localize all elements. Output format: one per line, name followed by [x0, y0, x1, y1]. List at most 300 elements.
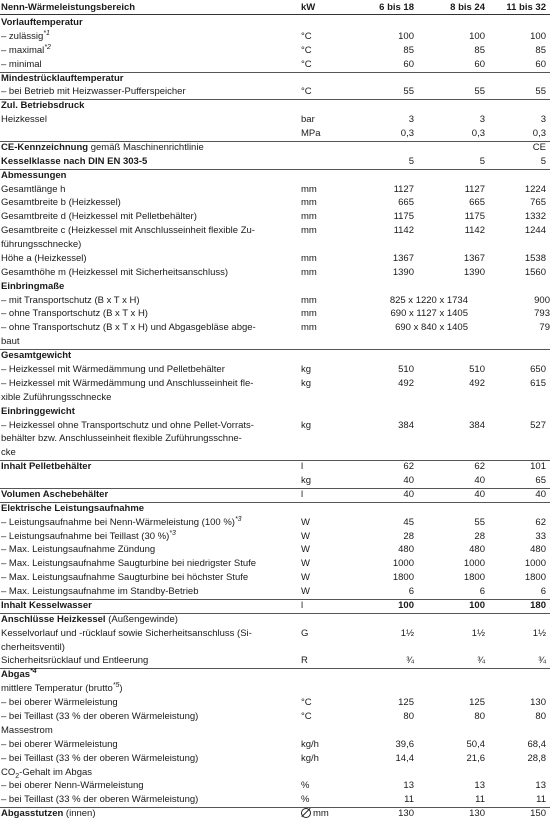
row-unit: [301, 184, 341, 195]
row-unit-text: mm: [301, 322, 317, 334]
row-unit: [301, 322, 341, 333]
cell-value: 100: [469, 30, 485, 42]
table-row: [0, 642, 550, 656]
cell-value: 80: [403, 711, 414, 722]
cell-value: 5: [479, 155, 485, 167]
header-label: Nenn-Wärmeleistungsbereich: [1, 2, 136, 13]
row-unit-text: °C: [301, 86, 312, 98]
cell-value: 480: [469, 544, 485, 556]
cell-value-merged: 825 x 1220 x 1734: [389, 294, 468, 306]
cell-value: 384: [469, 419, 485, 431]
row-unit-text: kg/h: [301, 752, 319, 764]
row-label-text: – maximal: [1, 44, 45, 56]
row-label: [1, 156, 299, 167]
table-row: [0, 156, 550, 170]
cell-value: 527: [530, 419, 546, 431]
cell-value: 55: [474, 86, 485, 98]
cell-value: 85: [474, 44, 485, 56]
row-unit-text: °C: [301, 58, 312, 70]
row-unit-text: mm: [301, 211, 317, 223]
cell-value: 0,3: [532, 128, 546, 140]
footnote-marker: *3: [234, 515, 242, 523]
row-label-text: – Max. Leistungsaufnahme Saugturbine bei höchster Stufe: [1, 572, 249, 584]
row-label: [1, 100, 299, 111]
diameter-icon: [301, 808, 311, 818]
row-label-sub: 2: [15, 772, 20, 780]
cell-value: 125: [469, 697, 485, 709]
cell-value-merged: 690 x 840 x 1405: [395, 322, 468, 334]
row-label-text: cherheitsventil): [1, 641, 65, 653]
cell-value: 14,4: [395, 752, 414, 764]
row-label-text: Sicherheitsrücklauf und Entleerung: [1, 655, 149, 667]
row-label-text: Volumen Aschebehälter: [1, 488, 109, 500]
cell-value: 3: [408, 114, 414, 126]
cell-value: 650: [530, 364, 546, 375]
cell-value: 1800: [392, 572, 414, 584]
row-label-text: Inhalt Pelletbehälter: [1, 461, 92, 473]
row-unit: [301, 197, 341, 208]
row-label-text: Inhalt Kesselwasser: [1, 599, 92, 611]
row-label: [1, 517, 299, 528]
row-unit-text: °C: [301, 44, 312, 56]
row-label-text: Höhe a (Heizkessel): [1, 252, 87, 264]
cell-value-right: 793: [534, 308, 550, 320]
row-unit-text: kg: [301, 377, 312, 389]
cell-value: 100: [398, 30, 414, 42]
row-label-text: cke: [1, 447, 16, 459]
row-label: [1, 614, 299, 625]
table-row: [0, 558, 550, 572]
cell-value-merged: CE: [532, 141, 546, 153]
cell-value: 130: [469, 808, 485, 820]
cell-value: 80: [474, 711, 485, 722]
cell-value: 3: [540, 114, 546, 126]
row-label: [1, 392, 299, 403]
table-row: [0, 683, 550, 697]
row-unit-text: °C: [301, 30, 312, 42]
row-unit: [301, 531, 341, 542]
table-row: [0, 100, 550, 114]
table-row: [0, 655, 550, 669]
table-row: [0, 239, 550, 253]
row-unit: [301, 267, 341, 278]
row-unit-text: kg: [301, 364, 312, 375]
cell-value: 40: [474, 488, 485, 500]
table-row: [0, 364, 550, 378]
row-label: [1, 628, 299, 639]
row-label: [1, 378, 299, 389]
table-row: [0, 669, 550, 683]
cell-value: 68,4: [527, 738, 546, 750]
row-unit: [301, 475, 341, 486]
row-label: [1, 711, 299, 722]
row-unit: [301, 86, 341, 97]
row-label-text: – Max. Leistungsaufnahme im Standby-Betrieb: [1, 586, 199, 598]
row-label-text: Gesamthöhe m (Heizkessel mit Sicherheitsanschluss): [1, 266, 229, 278]
cell-value: 1538: [524, 252, 546, 264]
row-unit: [301, 364, 341, 375]
row-label-text: führungsschnecke): [1, 239, 82, 251]
row-label: [1, 17, 299, 28]
row-unit: [301, 128, 341, 139]
row-label-text: – bei Teillast (33 % der oberen Wärmeleistung): [1, 711, 199, 722]
row-label-text: Gesamtlänge h: [1, 183, 66, 195]
row-label-text: – bei Betrieb mit Heizwasser-Pufferspeicher: [1, 86, 186, 98]
table-row: [0, 725, 550, 739]
row-unit: [301, 711, 341, 722]
row-label: [1, 558, 299, 569]
row-unit: [301, 225, 341, 236]
table-row: [0, 253, 550, 267]
row-unit-text: MPa: [301, 128, 321, 140]
row-label: [1, 336, 299, 347]
cell-value: 85: [535, 44, 546, 56]
header-col2: 8 bis 24: [450, 2, 485, 13]
cell-value: 60: [474, 58, 485, 70]
cell-value: 80: [535, 711, 546, 722]
row-label-text: – Leistungsaufnahme bei Teillast (30 %): [1, 530, 170, 542]
cell-value: 1224: [524, 183, 546, 195]
cell-value: 3: [479, 114, 485, 126]
cell-value: 55: [535, 86, 546, 98]
row-label: [1, 447, 299, 458]
row-unit-text: W: [301, 516, 310, 528]
row-label: [1, 697, 299, 708]
row-label-text: – bei Teillast (33 % der oberen Wärmeleistung): [1, 794, 199, 806]
cell-value: 1560: [524, 266, 546, 278]
cell-value: 11: [536, 794, 546, 806]
row-unit-text: G: [301, 627, 309, 639]
cell-value: 28: [403, 530, 414, 542]
row-label-text: Heizkessel: [1, 114, 47, 126]
row-unit: [301, 739, 341, 750]
row-label: [1, 655, 299, 666]
row-unit-text: kg: [301, 419, 312, 431]
row-unit-text: l: [301, 599, 304, 611]
table-row: [0, 628, 550, 642]
row-label: [1, 739, 299, 750]
row-unit-text: W: [301, 544, 310, 556]
row-label-text: behälter bzw. Anschlusseinheit flexible Zuführungsschne-: [1, 433, 242, 445]
cell-value: 1142: [464, 225, 485, 237]
cell-value: 150: [530, 808, 546, 820]
cell-value: 60: [403, 58, 414, 70]
row-label-text: xible Zuführungsschnecke: [1, 391, 112, 403]
cell-value: 480: [530, 544, 546, 556]
cell-value: 50,4: [466, 738, 485, 750]
table-row: [0, 517, 550, 531]
cell-value: 130: [530, 697, 546, 709]
row-label: [1, 86, 299, 97]
row-label: [1, 114, 299, 125]
row-label: [1, 170, 299, 181]
row-label-text: – bei oberer Wärmeleistung: [1, 697, 118, 709]
row-label-text: Einbringmaße: [1, 280, 65, 292]
cell-value: 40: [474, 475, 485, 487]
row-label-text: – Leistungsaufnahme bei Nenn-Wärmeleistung (100 %): [1, 516, 235, 528]
row-label: [1, 211, 299, 222]
row-label-head: Anschlüsse Heizkessel: [1, 613, 106, 625]
table-row: [0, 392, 550, 406]
cell-value: 1000: [524, 558, 546, 570]
row-label-tail: (innen): [63, 808, 96, 820]
row-unit-text: °C: [301, 697, 312, 709]
row-label-text: – Heizkessel mit Wärmedämmung und Pelletbehälter: [1, 364, 225, 375]
row-label-tail: gemäß Maschinenrichtlinie: [88, 141, 204, 153]
row-label-head: CE-Kennzeichnung: [1, 141, 89, 153]
row-unit: [301, 544, 341, 555]
cell-value: 40: [535, 488, 546, 500]
table-row: [0, 544, 550, 558]
row-unit-text: R: [301, 655, 308, 667]
cell-value: 65: [535, 475, 546, 487]
row-label: [1, 586, 299, 597]
cell-value: 100: [398, 599, 414, 611]
cell-value: 1390: [463, 266, 485, 278]
row-unit: [301, 45, 341, 56]
row-unit: [301, 558, 341, 569]
row-unit: [301, 808, 341, 819]
row-label-text: – mit Transportschutz (B x T x H): [1, 294, 140, 306]
row-label-end: ): [119, 683, 123, 695]
row-unit: [301, 114, 341, 125]
row-unit: [301, 308, 341, 319]
footnote-marker: *4: [30, 668, 37, 676]
row-label-text: – zulässig: [1, 30, 44, 42]
row-label: [1, 642, 299, 653]
row-label-text: Mindestrücklauftemperatur: [1, 72, 124, 84]
cell-value: 480: [398, 544, 414, 556]
footnote-marker: *3: [169, 529, 176, 537]
row-label: [1, 683, 299, 694]
cell-value: 1367: [463, 252, 485, 264]
row-label: [1, 600, 299, 611]
cell-value: 1½: [471, 627, 485, 639]
row-unit: [301, 572, 341, 583]
row-unit: [301, 655, 341, 666]
table-row: [0, 86, 550, 100]
cell-value: 6: [408, 586, 414, 598]
row-unit: [301, 753, 341, 764]
row-unit: [301, 517, 341, 528]
row-unit: [301, 461, 341, 472]
row-label-text: Gesamtbreite b (Heizkessel): [1, 197, 121, 209]
cell-value: 1½: [532, 627, 546, 639]
row-label-text: – Max. Leistungsaufnahme Zündung: [1, 544, 156, 556]
table-row: [0, 739, 550, 753]
row-unit: [301, 378, 341, 389]
cell-value: 62: [474, 461, 485, 473]
cell-value: 1000: [463, 558, 485, 570]
cell-value: 180: [530, 599, 546, 611]
table-row: [0, 114, 550, 128]
row-label: [1, 253, 299, 264]
header-col1: 6 bis 18: [379, 2, 414, 13]
table-row: [0, 447, 550, 461]
row-unit: [301, 253, 341, 264]
row-unit-text: W: [301, 586, 310, 598]
row-label: [1, 725, 299, 736]
cell-value: 510: [398, 364, 414, 375]
table-row: [0, 281, 550, 295]
table-row: [0, 475, 550, 489]
header-col3: 11 bis 32: [506, 2, 546, 13]
cell-value: 665: [469, 197, 485, 209]
cell-value: ¾: [477, 655, 485, 667]
row-label: [1, 433, 299, 444]
table-row: [0, 225, 550, 239]
row-unit: [301, 794, 341, 805]
cell-value: 1175: [464, 211, 485, 223]
table-row: [0, 461, 550, 475]
row-label: [1, 281, 299, 292]
row-label-text: – bei Teillast (33 % der oberen Wärmeleistung): [1, 752, 199, 764]
cell-value: 45: [403, 516, 414, 528]
table-row: [0, 378, 550, 392]
row-label-tail: (Außengewinde): [105, 613, 178, 625]
table-header: [0, 2, 550, 15]
row-label-text: Kesselklasse nach DIN EN 303-5: [1, 155, 148, 167]
row-label: [1, 59, 299, 70]
row-label-text: – Max. Leistungsaufnahme Saugturbine bei niedrigster Stufe: [1, 558, 257, 570]
table-row: [0, 295, 550, 309]
row-label: [1, 239, 299, 250]
table-row: [0, 45, 550, 59]
row-label-text: Zul. Betriebsdruck: [1, 100, 85, 112]
cell-value: 125: [398, 697, 414, 709]
row-label-text: – minimal: [1, 58, 42, 70]
cell-value: 40: [403, 475, 414, 487]
table-row: [0, 59, 550, 73]
cell-value: 39,6: [395, 738, 414, 750]
row-label: [1, 406, 299, 417]
row-label-text: Gesamtgewicht: [1, 350, 72, 362]
cell-value-right: 79: [539, 322, 550, 334]
row-unit-text: mm: [301, 225, 317, 237]
row-label-text: Gesamtbreite c (Heizkessel mit Anschlusseinheit flexible Zu-: [1, 225, 255, 237]
header-unit: kW: [301, 2, 316, 13]
cell-value: 510: [469, 364, 485, 375]
cell-value: 130: [398, 808, 414, 820]
row-unit-text: mm: [313, 808, 329, 820]
row-unit: [301, 31, 341, 42]
row-label: [1, 308, 299, 319]
cell-value: 100: [469, 599, 485, 611]
cell-value: 1127: [393, 183, 414, 195]
row-label-end: -Gehalt im Abgas: [19, 766, 93, 778]
table-row: [0, 697, 550, 711]
cell-value: 1142: [393, 225, 414, 237]
row-label: [1, 73, 299, 84]
row-label: [1, 669, 299, 680]
row-label-text: Abgas: [1, 669, 31, 681]
cell-value: 28: [474, 530, 485, 542]
cell-value: 5: [408, 155, 414, 167]
row-label-text: mittlere Temperatur (brutto: [1, 683, 113, 695]
table-row: [0, 17, 550, 31]
cell-value: 40: [403, 488, 414, 500]
cell-value-merged: 690 x 1127 x 1405: [390, 308, 468, 320]
footnote-marker: *1: [43, 29, 50, 37]
cell-value: 62: [535, 516, 546, 528]
footnote-marker: *5: [112, 682, 120, 690]
row-unit: [301, 697, 341, 708]
row-label: [1, 197, 299, 208]
cell-value: 33: [535, 530, 546, 542]
cell-value: 1127: [464, 183, 485, 195]
row-label-text: Kesselvorlauf und -rücklauf sowie Sicherheitsanschluss (Si-: [1, 627, 252, 639]
table-row: [0, 586, 550, 600]
row-unit-text: W: [301, 558, 310, 570]
cell-value: 11: [404, 794, 414, 806]
row-unit-text: W: [301, 572, 310, 584]
row-label: [1, 753, 299, 764]
cell-value: 0,3: [471, 128, 485, 140]
row-label: [1, 142, 299, 153]
row-label: [1, 531, 299, 542]
cell-value: 62: [403, 461, 414, 473]
row-label: [1, 767, 299, 778]
cell-value: ¾: [406, 655, 414, 667]
cell-value: 1175: [393, 211, 414, 223]
row-label-text: Vorlauftemperatur: [1, 17, 83, 28]
row-unit: [301, 295, 341, 306]
row-unit: [301, 600, 341, 611]
row-label-text: – Heizkessel mit Wärmedämmung und Anschlusseinheit fle-: [1, 377, 254, 389]
row-label-text: – bei oberer Nenn-Wärmeleistung: [1, 780, 144, 792]
table-row: [0, 531, 550, 545]
table-row: [0, 170, 550, 184]
row-label: [1, 295, 299, 306]
row-label-head: Abgasstutzen: [1, 808, 64, 820]
cell-value: 101: [530, 461, 546, 473]
cell-value: 1332: [524, 211, 546, 223]
cell-value: 1367: [392, 252, 414, 264]
row-unit-text: W: [301, 530, 310, 542]
cell-value: 665: [398, 197, 414, 209]
row-label: [1, 489, 299, 500]
row-unit: [301, 59, 341, 70]
cell-value: 85: [403, 44, 414, 56]
cell-value: 55: [403, 86, 414, 98]
row-unit-text: kg: [301, 475, 312, 487]
cell-value: 1000: [392, 558, 414, 570]
cell-value: 13: [403, 780, 414, 792]
row-unit-text: mm: [301, 308, 317, 320]
table-row: [0, 267, 550, 281]
table-row: [0, 322, 550, 336]
row-unit: [301, 211, 341, 222]
cell-value: 384: [398, 419, 414, 431]
table-row: [0, 350, 550, 364]
row-unit-text: kg/h: [301, 738, 319, 750]
cell-value: 1800: [524, 572, 546, 584]
row-unit: [301, 420, 341, 431]
row-label: [1, 780, 299, 791]
table-row: [0, 197, 550, 211]
cell-value: 5: [540, 155, 546, 167]
row-label: [1, 572, 299, 583]
table-row: [0, 572, 550, 586]
row-label-text: Elektrische Leistungsaufnahme: [1, 502, 145, 514]
row-label-text: – Heizkessel ohne Transportschutz und ohne Pellet-Vorrats-: [1, 419, 254, 431]
cell-value: 0,3: [400, 128, 414, 140]
row-unit-text: °C: [301, 711, 312, 722]
table-row: [0, 336, 550, 350]
row-label: [1, 184, 299, 195]
table-row: [0, 794, 550, 808]
row-unit: [301, 628, 341, 639]
